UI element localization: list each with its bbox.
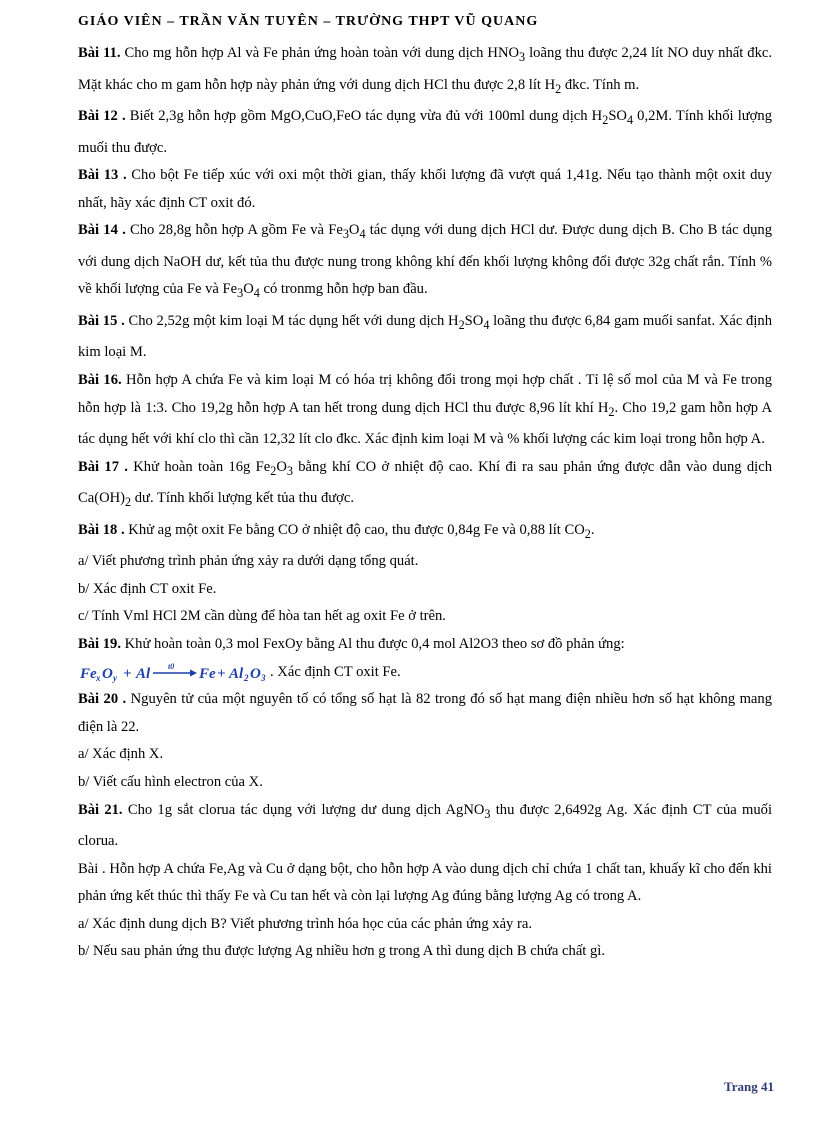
eq-o-left: O bbox=[102, 666, 113, 683]
problem-number: Bài 21. bbox=[78, 801, 123, 818]
problem-12: Bài 12 . Biết 2,3g hỗn hợp gồm MgO,CuO,FeO tác dụng vừa đủ với 100ml dung dịch $H_2SO_4$ 0,2M. Tính khối lượng muối thu được. bbox=[78, 108, 772, 156]
problem-number: Bài 20 . bbox=[78, 691, 127, 708]
eq-sub-2: 2 bbox=[244, 673, 249, 684]
problem-20-a: a/ Xác định X. bbox=[78, 746, 164, 763]
problem-number: Bài 14 . bbox=[78, 222, 126, 239]
eq-fe-left: Fe bbox=[80, 666, 97, 683]
problem-number: Bài 18 . bbox=[78, 521, 125, 538]
header-title: GIÁO VIÊN – TRẦN VĂN TUYÊN – TRƯỜNG THPT VŨ QUANG bbox=[78, 14, 539, 29]
eq-plus-1: + bbox=[123, 666, 132, 683]
problem-18-b: b/ Xác định CT oxit Fe. bbox=[78, 580, 217, 597]
eq-fe-right: Fe bbox=[199, 666, 216, 683]
problem-number: Bài 19. bbox=[78, 635, 121, 652]
problem-number: Bài 12 . bbox=[78, 108, 126, 124]
problem-number: Bài 15 . bbox=[78, 312, 125, 329]
problem-18: Bài 18 . Khử ag một oxit Fe bằng CO ở nhiệt độ cao, thu được 0,84g Fe và 0,88 lít $CO_2$. bbox=[78, 521, 595, 541]
eq-sub-x: x bbox=[96, 673, 101, 684]
problem-15: Bài 15 . Cho 2,52g một kim loại M tác dụng hết với dung dịch $H_2SO_4$ loãng thu được 6,84 gam muối sanfat. Xác định kim loại M. bbox=[78, 312, 773, 361]
problem-14: Bài 14 . Cho 28,8g hỗn hợp A gồm Fe và $Fe_3O_4$ tác dụng với dung dịch HCl dư. Được dung dịch B. Cho B tác dụng với dung dịch NaOH dư, kết tủa thu được nung trong không khí đến khối lượng không đổi được 32g chất rắn. Tính % về khối lượng của Fe và $Fe_3O_4$ có tronmg hỗn hợp ban đầu. bbox=[78, 222, 773, 301]
problem-extra-a: a/ Xác định dung dịch B? Viết phương trình hóa học của các phản ứng xảy ra. bbox=[78, 915, 532, 932]
problem-20-b: b/ Viết cấu hình electron của X. bbox=[78, 773, 263, 790]
problem-number: Bài 16. bbox=[78, 371, 122, 388]
eq-plus-2: + bbox=[217, 666, 226, 683]
problem-20: Bài 20 . Nguyên tử của một nguyên tố có tổng số hạt là 82 trong đó số hạt mang điện nhiều hơn số hạt không mang điện là 22. bbox=[78, 691, 772, 735]
eq-al-left: Al bbox=[136, 666, 151, 683]
problem-18-a: a/ Viết phương trình phản ứng xảy ra dưới dạng tổng quát. bbox=[78, 553, 419, 570]
problem-number: Bài 11. bbox=[78, 45, 121, 61]
page-header bbox=[78, 0, 598, 40]
problem-18-c: c/ Tính Vml HCl 2M cần dùng để hòa tan hết ag oxit Fe ở trên. bbox=[78, 608, 446, 625]
problem-13: Bài 13 . Cho bột Fe tiếp xúc với oxi một thời gian, thấy khối lượng đã vượt quá 1,41g. Nếu tạo thành một oxit duy nhất, hãy xác định CT oxit đó. bbox=[78, 167, 772, 211]
reaction-equation bbox=[78, 661, 270, 683]
problem-extra: Bài . Hỗn hợp A chứa Fe,Ag và Cu ở dạng bột, cho hỗn hợp A vào dung dịch chỉ chứa 1 chất tan, khuấy kĩ cho đến khi phản ứng kết thúc thì thấy Fe và Cu tan hết và còn lại lượng Ag đúng bằng lượng Ag có trong A. bbox=[78, 860, 772, 905]
eq-o-right: O bbox=[250, 666, 261, 683]
problem-21: Bài 21. Cho 1g sắt clorua tác dụng với lượng dư dung dịch AgNO$_3$ thu được 2,6492g Ag. Xác định CT của muối clorua. bbox=[78, 801, 772, 849]
problem-extra-b: b/ Nếu sau phản ứng thu được lượng Ag nhiều hơn g trong A thì dung dịch B chứa chất gì. bbox=[78, 943, 605, 960]
eq-al-right: Al bbox=[229, 666, 244, 683]
eq-sub-3: 3 bbox=[261, 673, 266, 684]
problem-19-equation-line: Fe x O y + Al t0 Fe + Al 2 O 3 . Xác định CT oxit Fe. bbox=[80, 662, 401, 684]
page-number: Trang 41 bbox=[724, 1079, 774, 1094]
eq-sub-y: y bbox=[113, 673, 117, 684]
document-body bbox=[78, 40, 772, 966]
problem-number: Bài 17 . bbox=[78, 458, 128, 475]
problem-16: Bài 16. Hỗn hợp A chứa Fe và kim loại M có hóa trị không đổi trong mọi hợp chất . Tỉ lệ số mol của M và Fe trong hỗn hợp là 1:3. Cho 19,2g hỗn hợp A tan hết trong dung dịch HCl thu được 8,96 lít khí $H_2$. Cho 19,2 gam hỗn hợp A tác dụng hết với khí clo thì cần 12,32 lít clo đkc. Xác định kim loại M và % khối lượng các kim loại trong hỗn hợp A. bbox=[78, 371, 772, 448]
problem-number: Bài 13 . bbox=[78, 167, 127, 184]
problem-number: Bài . bbox=[78, 860, 106, 877]
eq-arrow-label: t0 bbox=[168, 662, 175, 672]
problem-11: Bài 11. Cho mg hỗn hợp Al và Fe phản ứng hoàn toàn với dung dịch $HNO_3$ loãng thu được 2,24 lít NO duy nhất đkc. Mặt khác cho m gam hỗn hợp này phản ứng với dung dịch HCl thu được 2,8 lít $H_2$ đkc. Tính m. bbox=[78, 45, 773, 96]
problem-19: Bài 19. Khử hoàn toàn 0,3 mol FexOy bằng Al thu được 0,4 mol Al2O3 theo sơ đồ phản ứng: bbox=[78, 635, 625, 652]
problem-17: Bài 17 . Khử hoàn toàn 16g $Fe_2O_3$ bằng khí CO ở nhiệt độ cao. Khí đi ra sau phản ứng được dẫn vào dung dịch $Ca(OH)_2$ dư. Tính khối lượng kết tủa thu được. bbox=[78, 458, 773, 510]
